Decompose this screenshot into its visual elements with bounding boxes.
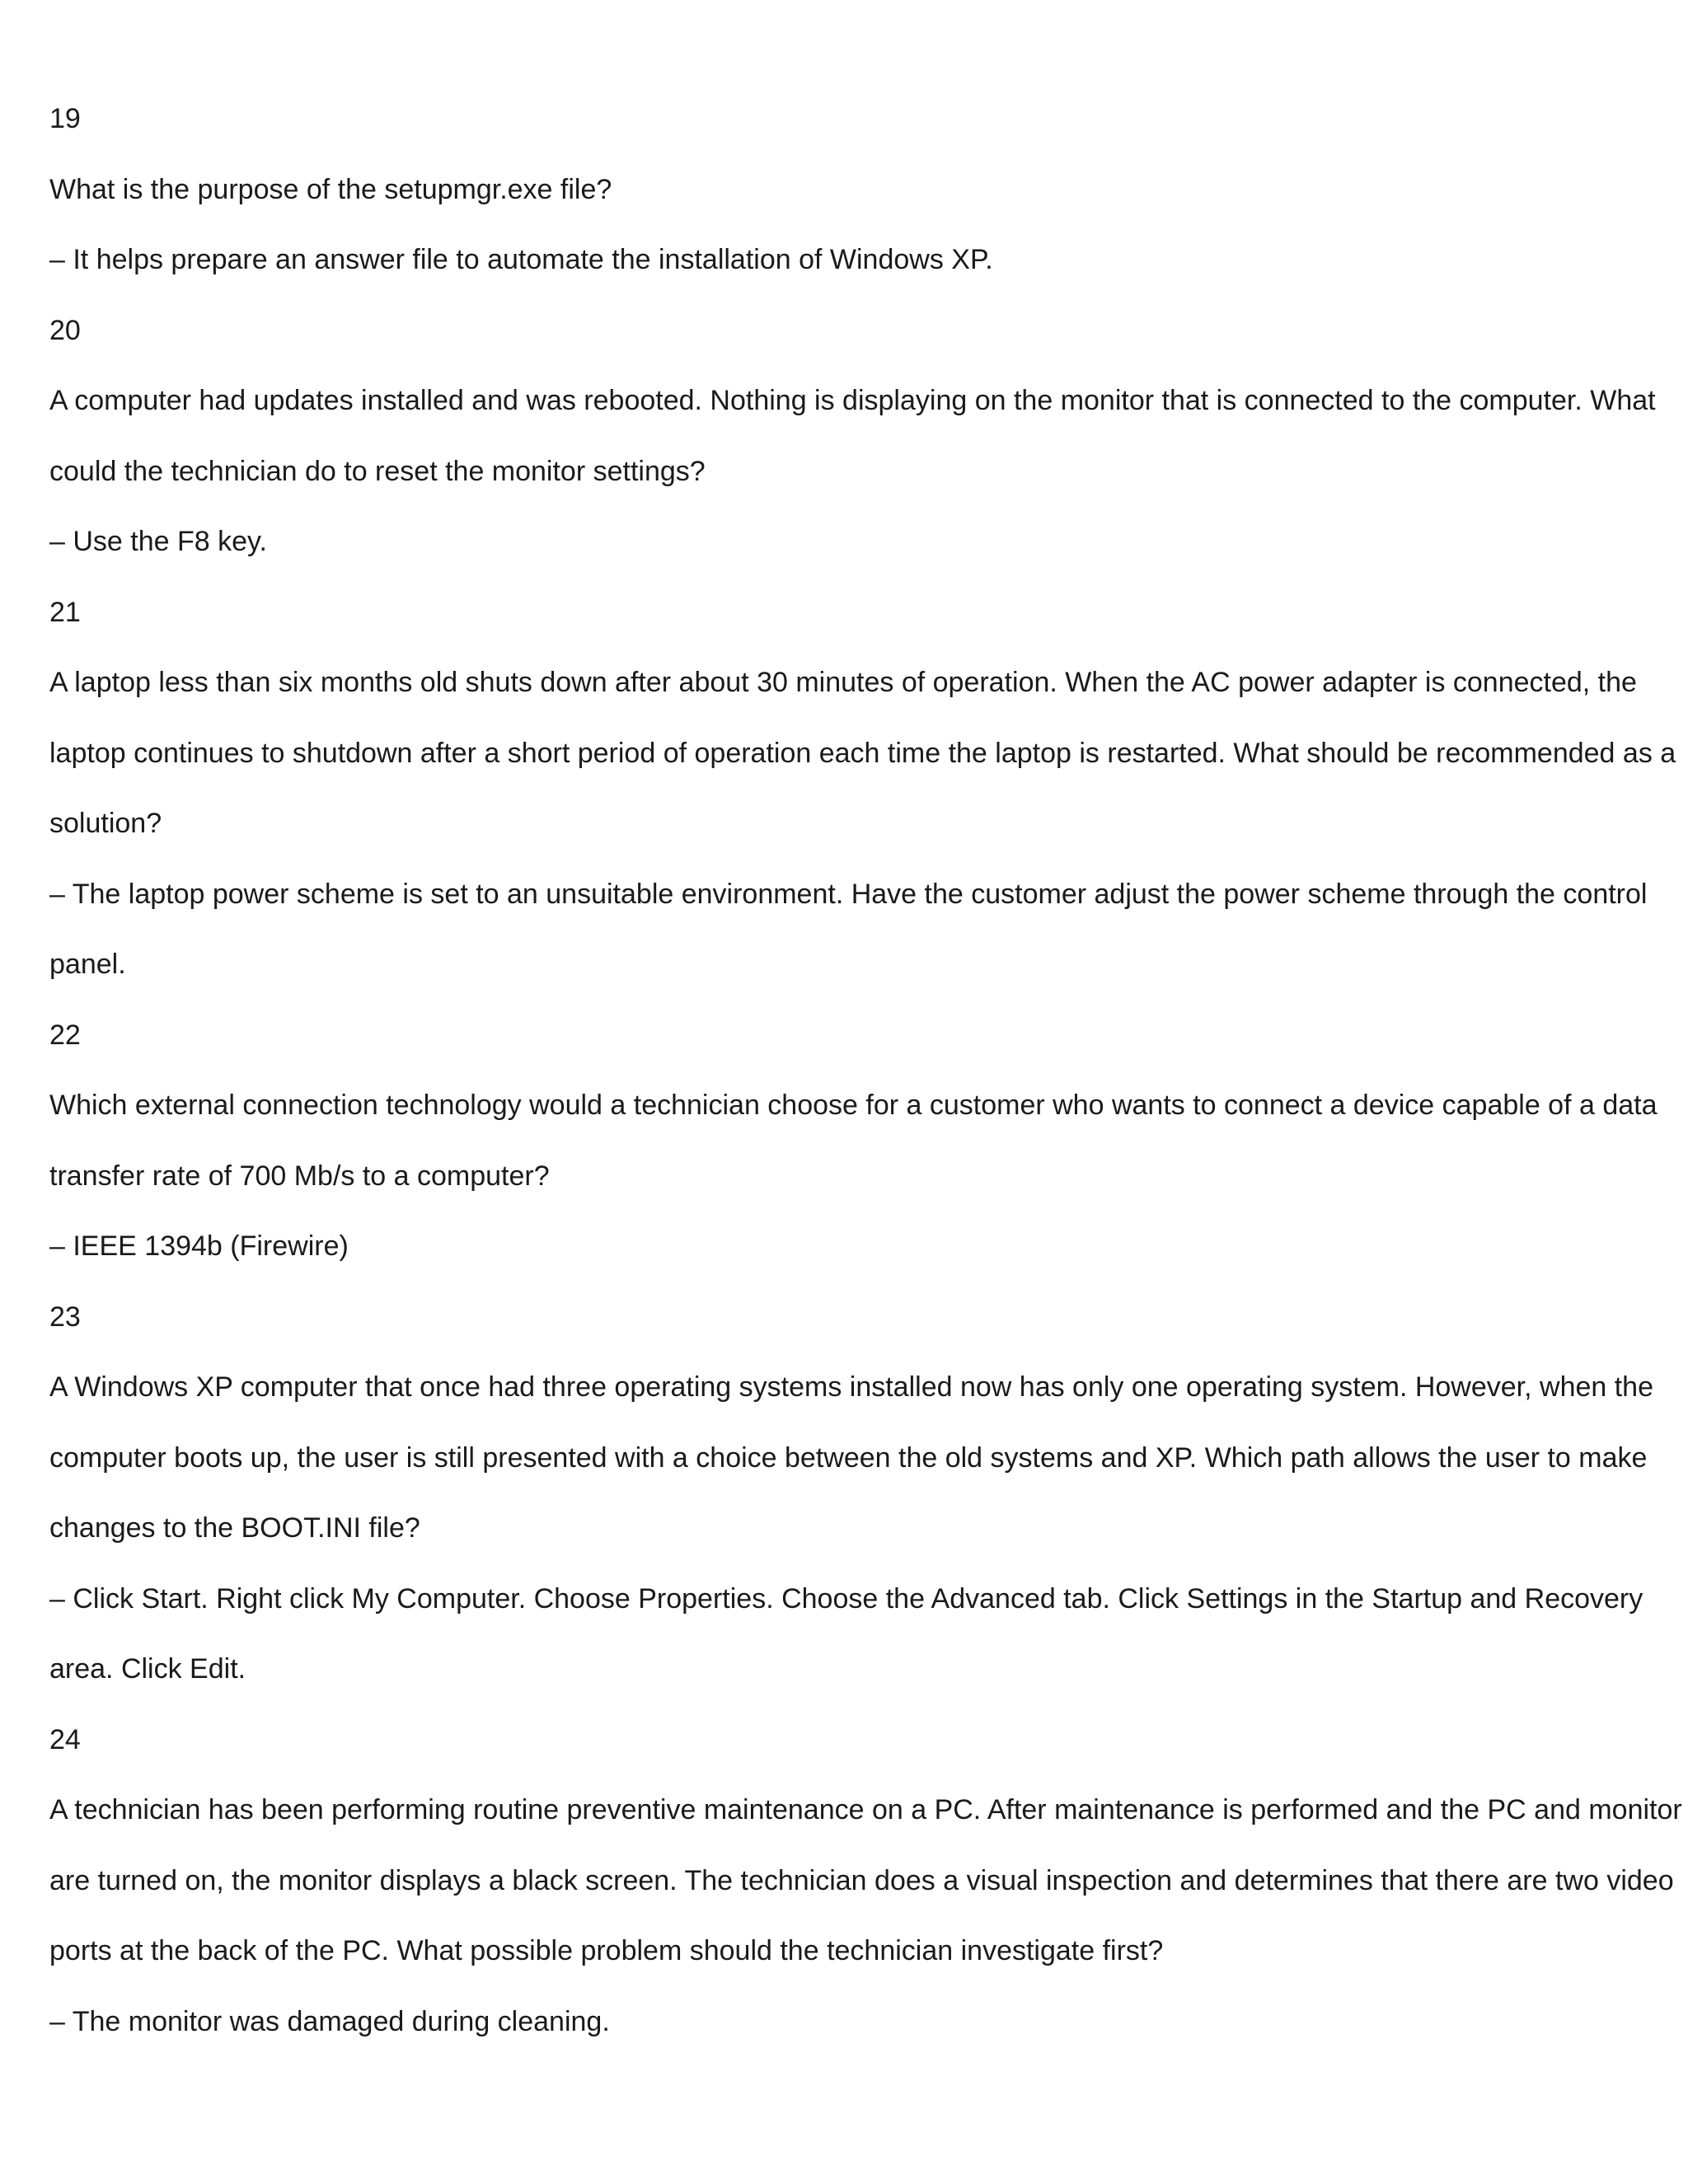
- question-number: 20: [49, 314, 81, 346]
- question-text: Which external connection technology would a technician choose for a customer who wants to connect a device capable of a data: [49, 1090, 1658, 1121]
- question-20: [49, 296, 1665, 578]
- question-text: solution?: [49, 808, 162, 839]
- answer-text: – Click Start. Right click My Computer. Choose Properties. Choose the Advanced tab. Click Settings in the Startup and Recovery: [49, 1582, 1643, 1615]
- question-text: changes to the BOOT.INI file?: [49, 1512, 420, 1544]
- answer-text: – It helps prepare an answer file to automate the installation of Windows XP.: [49, 244, 993, 275]
- question-22: [49, 1001, 1665, 1282]
- question-text: What is the purpose of the setupmgr.exe file?: [49, 173, 612, 205]
- question-text: transfer rate of 700 Mb/s to a computer?: [49, 1160, 550, 1192]
- question-21: [49, 578, 1676, 1001]
- question-text: A Windows XP computer that once had three operating systems installed now has only one operating system. However, when the: [49, 1371, 1654, 1403]
- question-number: 23: [49, 1301, 81, 1333]
- question-24: [49, 1705, 1682, 2058]
- question-list: [49, 84, 1682, 2057]
- question-number: 22: [49, 1019, 81, 1051]
- question-text: A technician has been performing routine preventive maintenance on a PC. After maintenance is performed and the PC and monitor: [49, 1794, 1682, 1825]
- answer-text: – IEEE 1394b (Firewire): [49, 1230, 349, 1262]
- answer-text: – The laptop power scheme is set to an unsuitable environment. Have the customer adjust the power scheme through the control: [49, 878, 1648, 910]
- question-number: 19: [49, 103, 81, 134]
- question-19: [49, 84, 1665, 296]
- question-number: 24: [49, 1723, 81, 1755]
- question-number: 21: [49, 596, 81, 628]
- question-23: [49, 1282, 1665, 1705]
- question-text: are turned on, the monitor displays a black screen. The technician does a visual inspection and determines that there are two video: [49, 1864, 1674, 1896]
- answer-text: – The monitor was damaged during cleaning.: [49, 2005, 610, 2037]
- question-text: computer boots up, the user is still presented with a choice between the old systems and XP. Which path allows the user to make: [49, 1441, 1648, 1474]
- question-text: ports at the back of the PC. What possible problem should the technician investigate first?: [49, 1935, 1164, 1966]
- question-text: A computer had updates installed and was rebooted. Nothing is displaying on the monitor that is connected to the computer. What: [49, 385, 1656, 416]
- answer-text: panel.: [49, 949, 126, 980]
- answer-text: – Use the F8 key.: [49, 526, 267, 557]
- answer-text: area. Click Edit.: [49, 1653, 246, 1685]
- question-text: A laptop less than six months old shuts down after about 30 minutes of operation. When the AC power adapter is connected, the: [49, 667, 1637, 698]
- question-text: laptop continues to shutdown after a short period of operation each time the laptop is restarted. What should be recommended as a: [49, 737, 1676, 769]
- question-text: could the technician do to reset the monitor settings?: [49, 455, 706, 487]
